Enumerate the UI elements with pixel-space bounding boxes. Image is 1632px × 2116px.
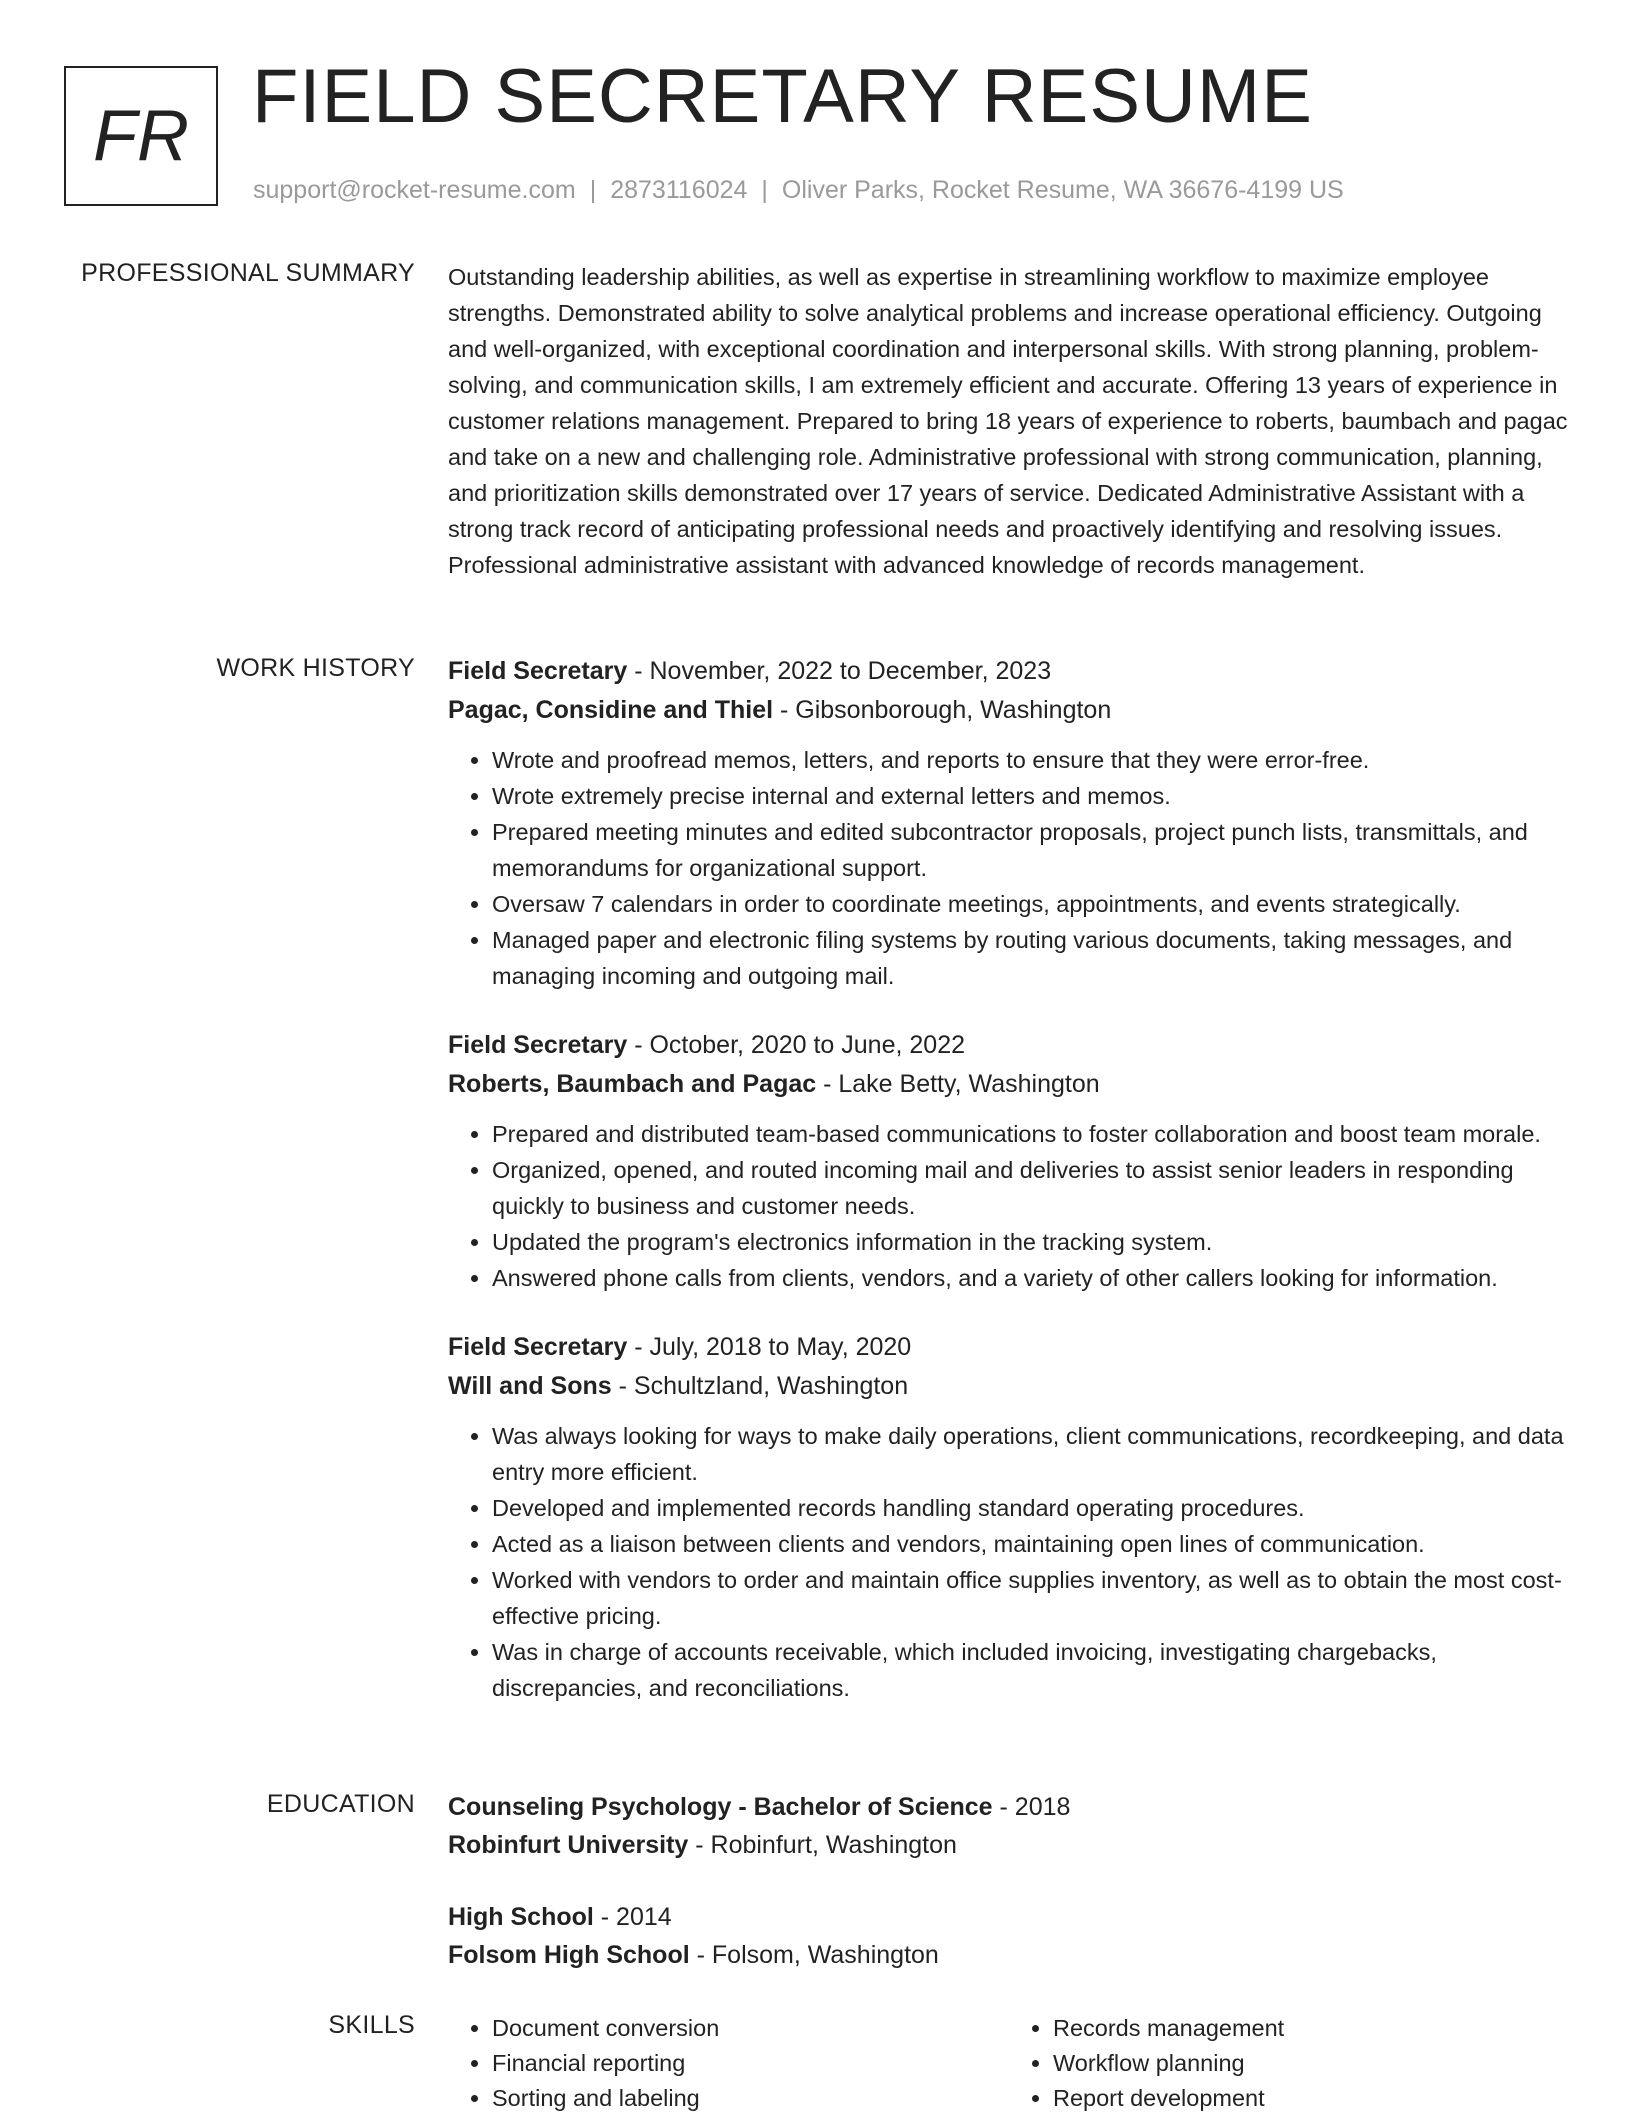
education-entry: [448, 1898, 1570, 1974]
job-title: Field Secretary: [448, 1031, 628, 1059]
job-dates: - November, 2022 to December, 2023: [627, 657, 1052, 685]
job-bullets: [448, 1418, 1570, 1706]
skills-list-right: [1009, 2011, 1570, 2116]
job-title-line: [448, 1328, 1570, 1367]
job-bullet: • Wrote and proofread memos, letters, and reports to ensure that they were error-free.: [492, 742, 1570, 778]
summary-body: [448, 259, 1570, 583]
contact-line: [253, 176, 1344, 205]
education-location: - Robinfurt, Washington: [688, 1831, 957, 1859]
job-bullet: • Answered phone calls from clients, vendors, and a variety of other callers looking for information.: [492, 1260, 1570, 1296]
contact-separator: |: [761, 176, 768, 204]
job-location: - Lake Betty, Washington: [816, 1070, 1100, 1098]
monogram: FR: [64, 66, 218, 206]
job-entry: [448, 1026, 1570, 1296]
job-company: Pagac, Considine and Thiel: [448, 696, 774, 724]
contact-separator: |: [589, 176, 597, 204]
education-school-line: [448, 1826, 1570, 1864]
section-label-summary: PROFESSIONAL SUMMARY: [81, 259, 415, 287]
job-bullet: • Wrote extremely precise internal and external letters and memos.: [492, 778, 1570, 814]
job-bullet: • Managed paper and electronic filing systems by routing various documents, taking messages, and managing incoming and outgoing mail.: [492, 922, 1570, 994]
education-year: - 2014: [593, 1903, 672, 1931]
job-company-line: [448, 1367, 1570, 1406]
job-location: - Schultzland, Washington: [611, 1372, 909, 1400]
section-label-education: EDUCATION: [266, 1790, 415, 1818]
job-bullet: • Worked with vendors to order and maintain office supplies inventory, as well as to obtain the most cost-effective pricing.: [492, 1562, 1570, 1634]
work-history-body: [448, 652, 1570, 1738]
education-school: Folsom High School: [448, 1941, 690, 1969]
summary-text: Outstanding leadership abilities, as well as expertise in streamlining workflow to maximize employee strengths. Demonstrated ability to solve analytical problems and increase operational efficiency. Outgoing and well-organized, with exceptional coordination and interpersonal skills. With strong planning, problem-solving, and communication skills, I am extremely efficient and accurate. Offering 13 years of experience in customer relations management. Prepared to bring 18 years of experience to roberts, baumbach and pagac and take on a new and challenging role. Administrative professional with strong communication, planning, and prioritization skills demonstrated over 17 years of service. Dedicated Administrative Assistant with a strong track record of anticipating professional needs and proactively identifying and resolving issues. Professional administrative assistant with advanced knowledge of records management.: [448, 264, 1568, 578]
contact-address: Oliver Parks, Rocket Resume, WA 36676-4199 US: [781, 176, 1344, 204]
education-degree: High School: [448, 1903, 594, 1931]
education-school-line: [448, 1936, 1570, 1974]
job-entry: [448, 1328, 1570, 1706]
education-year: - 2018: [992, 1793, 1071, 1821]
job-bullet: • Oversaw 7 calendars in order to coordinate meetings, appointments, and events strategically.: [492, 886, 1570, 922]
job-bullets: [448, 1116, 1570, 1296]
job-bullet: • Developed and implemented records handling standard operating procedures.: [492, 1490, 1570, 1526]
section-label-skills: SKILLS: [328, 2011, 415, 2039]
resume-title: FIELD SECRETARY RESUME: [252, 54, 1313, 139]
job-location: - Gibsonborough, Washington: [773, 696, 1112, 724]
job-bullet: • Prepared meeting minutes and edited subcontractor proposals, project punch lists, transmittals, and memorandums for organizational support.: [492, 814, 1570, 886]
job-bullet: • Was in charge of accounts receivable, which included invoicing, investigating chargebacks, discrepancies, and reconciliations.: [492, 1634, 1570, 1706]
education-school: Robinfurt University: [448, 1831, 689, 1859]
job-title-line: [448, 652, 1570, 691]
job-title-line: [448, 1026, 1570, 1065]
skill-item: • Workflow planning: [1053, 2046, 1570, 2081]
skill-item: • Document conversion: [492, 2011, 1009, 2046]
job-company-line: [448, 691, 1570, 730]
job-dates: - July, 2018 to May, 2020: [627, 1333, 912, 1361]
job-company-line: [448, 1065, 1570, 1104]
job-bullets: [448, 742, 1570, 994]
job-company: Will and Sons: [448, 1372, 612, 1400]
education-degree-line: [448, 1788, 1570, 1826]
job-bullet: • Updated the program's electronics information in the tracking system.: [492, 1224, 1570, 1260]
education-degree: Counseling Psychology - Bachelor of Science: [448, 1793, 993, 1821]
job-bullet: • Organized, opened, and routed incoming mail and deliveries to assist senior leaders in responding quickly to business and customer needs.: [492, 1152, 1570, 1224]
job-title: Field Secretary: [448, 657, 628, 685]
section-label-work: WORK HISTORY: [216, 654, 415, 682]
skills-body: [448, 2011, 1570, 2116]
job-bullet: • Acted as a liaison between clients and vendors, maintaining open lines of communication.: [492, 1526, 1570, 1562]
contact-email: support@rocket-resume.com: [253, 176, 576, 204]
skill-item: • Report development: [1053, 2081, 1570, 2116]
job-dates: - October, 2020 to June, 2022: [627, 1031, 965, 1059]
job-title: Field Secretary: [448, 1333, 628, 1361]
education-entry: [448, 1788, 1570, 1864]
job-company: Roberts, Baumbach and Pagac: [448, 1070, 817, 1098]
skill-item: • Sorting and labeling: [492, 2081, 1009, 2116]
education-body: [448, 1788, 1570, 2008]
education-degree-line: [448, 1898, 1570, 1936]
job-bullet: • Prepared and distributed team-based communications to foster collaboration and boost team morale.: [492, 1116, 1570, 1152]
skill-item: • Records management: [1053, 2011, 1570, 2046]
skills-list-left: [448, 2011, 1009, 2116]
education-location: - Folsom, Washington: [689, 1941, 939, 1969]
contact-phone: 2873116024: [610, 176, 748, 204]
job-entry: [448, 652, 1570, 994]
job-bullet: • Was always looking for ways to make daily operations, client communications, recordkeeping, and data entry more efficient.: [492, 1418, 1570, 1490]
skill-item: • Financial reporting: [492, 2046, 1009, 2081]
